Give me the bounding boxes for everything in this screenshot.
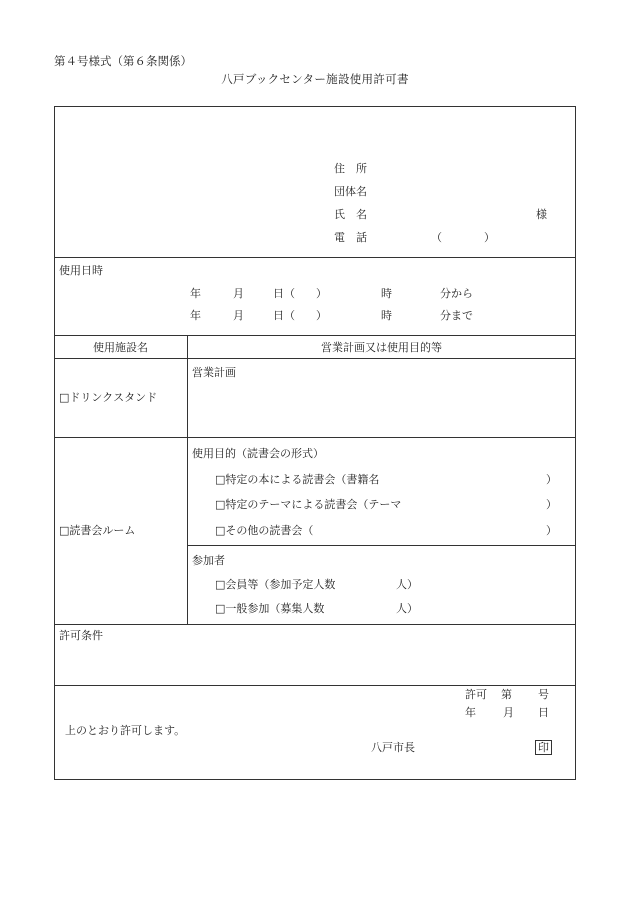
group-name-label: 団体名 — [334, 185, 367, 198]
usage-start-month: 月 — [233, 287, 244, 300]
option-specific-book-close: ） — [546, 473, 557, 486]
usage-start-year: 年 — [190, 287, 201, 300]
usage-end-hour: 時 — [381, 309, 392, 322]
usage-purpose-label: 使用目的（読書会の形式） — [192, 447, 324, 460]
usage-end-weekday-close: ） — [316, 309, 327, 322]
usage-end-minute: 分まで — [440, 309, 473, 322]
usage-start-day: 日（ — [273, 287, 295, 300]
purpose-column-header: 営業計画又は使用目的等 — [321, 341, 442, 354]
permit-year-label: 年 — [465, 706, 476, 719]
approval-statement: 上のとおり許可します。 — [65, 724, 186, 737]
phone-paren-close: ） — [484, 231, 495, 244]
divider — [54, 358, 576, 359]
divider — [54, 257, 576, 258]
participants-members: □会員等（参加予定人数 — [215, 578, 336, 591]
column-divider — [187, 335, 188, 624]
divider — [54, 335, 576, 336]
usage-start-hour: 時 — [381, 287, 392, 300]
permit-label: 許可 — [465, 688, 487, 701]
phone-paren-open: （ — [431, 231, 442, 244]
name-honorific: 様 — [536, 208, 547, 221]
usage-start-weekday-close: ） — [316, 287, 327, 300]
usage-datetime-label: 使用日時 — [59, 264, 103, 277]
permit-number-suffix: 号 — [538, 688, 549, 701]
divider — [54, 437, 576, 438]
permit-conditions-label: 許可条件 — [59, 629, 103, 642]
form-frame — [54, 106, 576, 780]
facility-drink-stand: □ドリンクスタンド — [59, 391, 158, 404]
phone-label: 電 話 — [334, 231, 367, 244]
option-specific-book: □特定の本による読書会（書籍名 — [215, 473, 380, 486]
divider — [54, 624, 576, 625]
option-specific-theme: □特定のテーマによる読書会（テーマ — [215, 498, 402, 511]
participants-general: □一般参加（募集人数 — [215, 602, 325, 615]
facility-reading-room: □読書会ルーム — [59, 524, 136, 537]
permit-day-label: 日 — [538, 706, 549, 719]
option-specific-theme-close: ） — [546, 498, 557, 511]
document-title: 八戸ブックセンター施設使用許可書 — [221, 72, 409, 86]
usage-end-year: 年 — [190, 309, 201, 322]
option-other-close: ） — [546, 524, 557, 537]
mayor-title: 八戸市長 — [371, 741, 415, 754]
seal-mark: 印 — [535, 740, 552, 755]
participants-label: 参加者 — [192, 554, 225, 567]
divider — [187, 545, 576, 546]
usage-end-day: 日（ — [273, 309, 295, 322]
name-label: 氏 名 — [334, 208, 367, 221]
option-other: □その他の読書会（ — [215, 524, 314, 537]
business-plan-label: 営業計画 — [192, 366, 236, 379]
facility-column-header: 使用施設名 — [93, 341, 148, 354]
participants-general-unit: 人） — [396, 602, 418, 615]
usage-end-month: 月 — [233, 309, 244, 322]
usage-start-minute: 分から — [440, 287, 473, 300]
permit-month-label: 月 — [503, 706, 514, 719]
divider — [54, 685, 576, 686]
address-label: 住 所 — [334, 162, 367, 175]
participants-members-unit: 人） — [396, 578, 418, 591]
form-number: 第４号様式（第６条関係） — [54, 54, 192, 68]
permit-no-label: 第 — [501, 688, 512, 701]
